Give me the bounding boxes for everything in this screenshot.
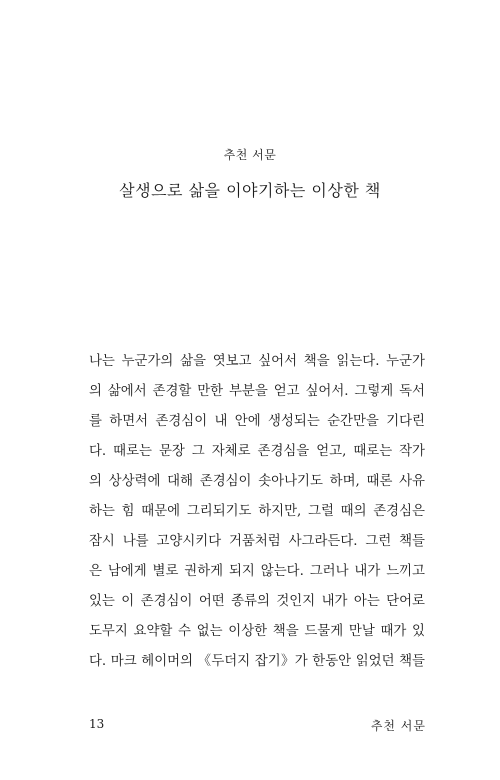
- body-line: 은 남에게 별로 권하게 되지 않는다. 그러나 내가 느끼고: [89, 564, 425, 579]
- body-line: 를 하면서 존경심이 내 안에 생성되는 순간만을 기다린: [89, 414, 425, 429]
- body-line: 있는 이 존경심이 어떤 종류의 것인지 내가 아는 단어로: [89, 594, 425, 609]
- body-text: [89, 352, 425, 682]
- section-label: 추천 서문: [223, 148, 277, 162]
- chapter-title: 살생으로 삶을 이야기하는 이상한 책: [119, 181, 381, 200]
- body-line: 도무지 요약할 수 없는 이상한 책을 드물게 만날 때가 있: [89, 624, 425, 639]
- body-line: 의 삶에서 존경할 만한 부분을 얻고 싶어서. 그렇게 독서: [89, 384, 425, 399]
- page-number: 13: [89, 717, 105, 731]
- body-line: 다. 마크 헤이머의 《두더지 잡기》가 한동안 읽었던 책들: [89, 654, 425, 669]
- body-line: 하는 힘 때문에 그리되기도 하지만, 그럴 때의 존경심은: [89, 504, 425, 519]
- body-line: 의 상상력에 대해 존경심이 솟아나기도 하며, 때론 사유: [89, 474, 425, 489]
- running-head: 추천 서문: [370, 719, 426, 733]
- body-line: 나는 누군가의 삶을 엿보고 싶어서 책을 읽는다. 누군가: [89, 354, 425, 369]
- body-line: 다. 때로는 문장 그 자체로 존경심을 얻고, 때로는 작가: [89, 444, 425, 459]
- body-line: 잠시 나를 고양시키다 거품처럼 사그라든다. 그런 책들: [89, 534, 425, 549]
